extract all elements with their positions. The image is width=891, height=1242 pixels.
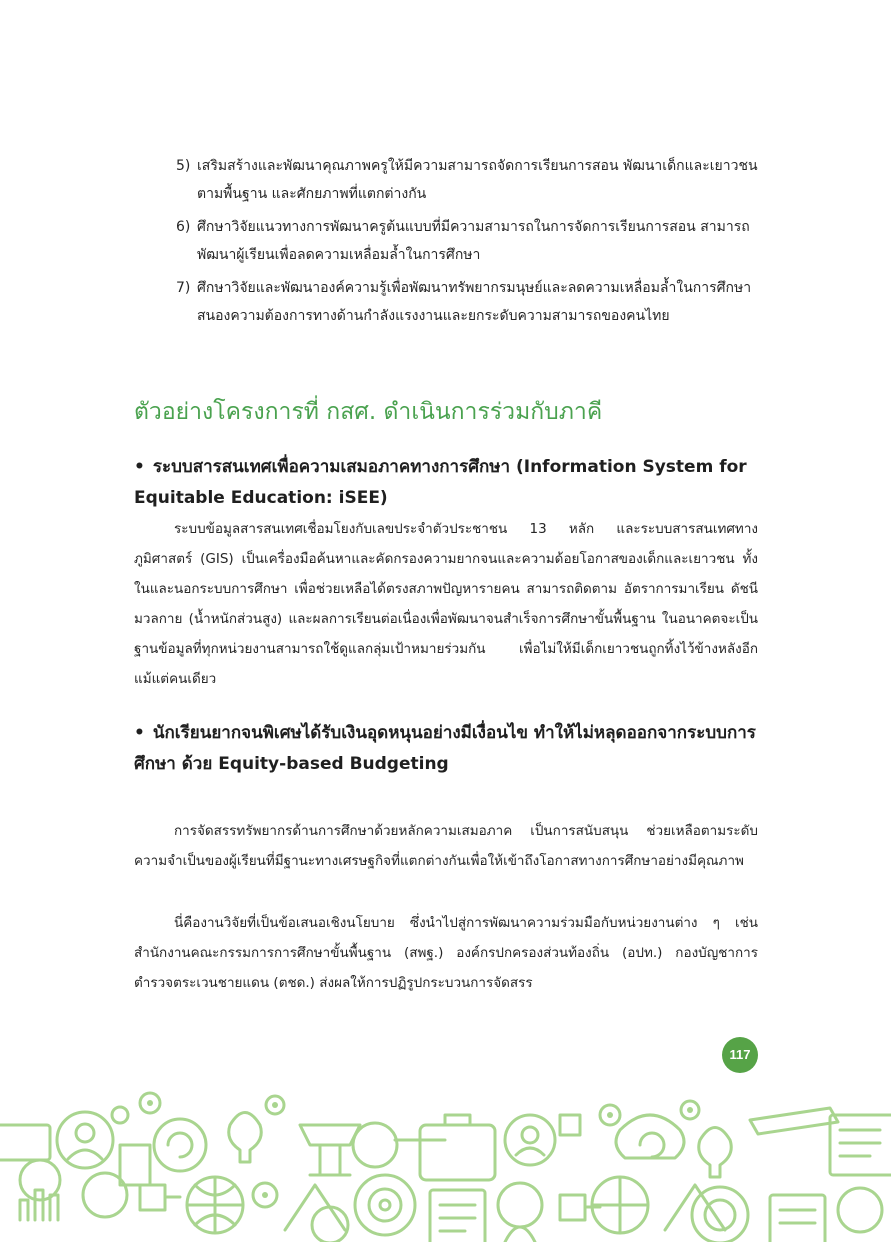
project-2-title-text: นักเรียนยากจนพิเศษได้รับเงินอุดหนุนอย่างมีเงื่อนไข ทำให้ไม่หลุดออกจากระบบการศึกษา ด้วย Equity-based Budgeting xyxy=(134,723,756,774)
project-1-body: ระบบข้อมูลสารสนเทศเชื่อมโยงกับเลขประจำตัวประชาชน 13 หลัก และระบบสารสนเทศทางภูมิศาสตร์ (GIS) เป็นเครื่องมือค้นหาและคัดกรองความยากจนและความด้อยโอกาสของเด็กและเยาวชน ทั้งในและนอกระบบการศึกษา เพื่อช่วยเหลือได้ตรงสภาพปัญหารายคน สามารถติดตาม อัตราการมาเรียน ดัชนีมวลกาย (น้ำหนักส่วนสูง) และผลการเรียนต่อเนื่องเพื่อพัฒนาจนสำเร็จการศึกษาขั้นพื้นฐาน ในอนาคตจะเป็นฐานข้อมูลที่ทุกหน่วยงานสามารถใช้ดูแลกลุ่มเป้าหมายร่วมกัน เพื่อไม่ให้มีเด็กเยาวชนถูกทิ้งไว้ข้างหลังอีกแม้แต่คนเดียว xyxy=(134,521,758,687)
list-item xyxy=(176,152,758,208)
list-item-text: เสริมสร้างและพัฒนาคุณภาพครูให้มีความสามารถจัดการเรียนการสอน พัฒนาเด็กและเยาวชนตามพื้นฐาน และศักยภาพที่แตกต่างกัน xyxy=(197,158,758,202)
list-item-number: 6) xyxy=(176,219,191,235)
list-item-number: 7) xyxy=(176,280,191,296)
bullet-icon: • xyxy=(134,723,145,743)
list-item-text: ศึกษาวิจัยแนวทางการพัฒนาครูต้นแบบที่มีความสามารถในการจัดการเรียนการสอน สามารถพัฒนาผู้เรียนเพื่อลดความเหลื่อมล้ำในการศึกษา xyxy=(197,219,750,263)
list-item-text: ศึกษาวิจัยและพัฒนาองค์ความรู้เพื่อพัฒนาทรัพยากรมนุษย์และลดความเหลื่อมล้ำในการศึกษา สนองความต้องการทางด้านกำลังแรงงานและยกระดับความสามารถของคนไทย xyxy=(197,280,752,324)
section-heading: ตัวอย่างโครงการที่ กสศ. ดำเนินการร่วมกับภาคี xyxy=(134,399,603,425)
list-item-number: 5) xyxy=(176,158,191,174)
project-1-title xyxy=(134,452,758,514)
list-item xyxy=(176,274,758,330)
footer-icon-pattern xyxy=(0,1085,891,1242)
project-1-title-text: ระบบสารสนเทศเพื่อความเสมอภาคทางการศึกษา (Information System for Equitable Education: iSEE) xyxy=(134,457,747,508)
project-2-body-1: การจัดสรรทรัพยากรด้านการศึกษาด้วยหลักความเสมอภาค เป็นการสนับสนุน ช่วยเหลือตามระดับความจำเป็นของผู้เรียนที่มีฐานะทางเศรษฐกิจที่แตกต่างกันเพื่อให้เข้าถึงโอกาสทางการศึกษาอย่างมีคุณภาพ xyxy=(134,823,758,869)
list-item xyxy=(176,213,758,269)
bullet-icon: • xyxy=(134,457,145,477)
numbered-list xyxy=(176,152,758,335)
project-2-title xyxy=(134,718,758,780)
project-2-body-2: นี่คืองานวิจัยที่เป็นข้อเสนอเชิงนโยบาย ซึ่งนำไปสู่การพัฒนาความร่วมมือกับหน่วยงานต่าง ๆ เช่น สำนักงานคณะกรรมการการศึกษาขั้นพื้นฐาน (สพฐ.) องค์กรปกครองส่วนท้องถิ่น (อปท.) กองบัญชาการตำรวจตระเวนชายแดน (ตชด.) ส่งผลให้การปฏิรูปกระบวนการจัดสรร xyxy=(134,915,758,991)
page-number: 117 xyxy=(722,1037,758,1073)
